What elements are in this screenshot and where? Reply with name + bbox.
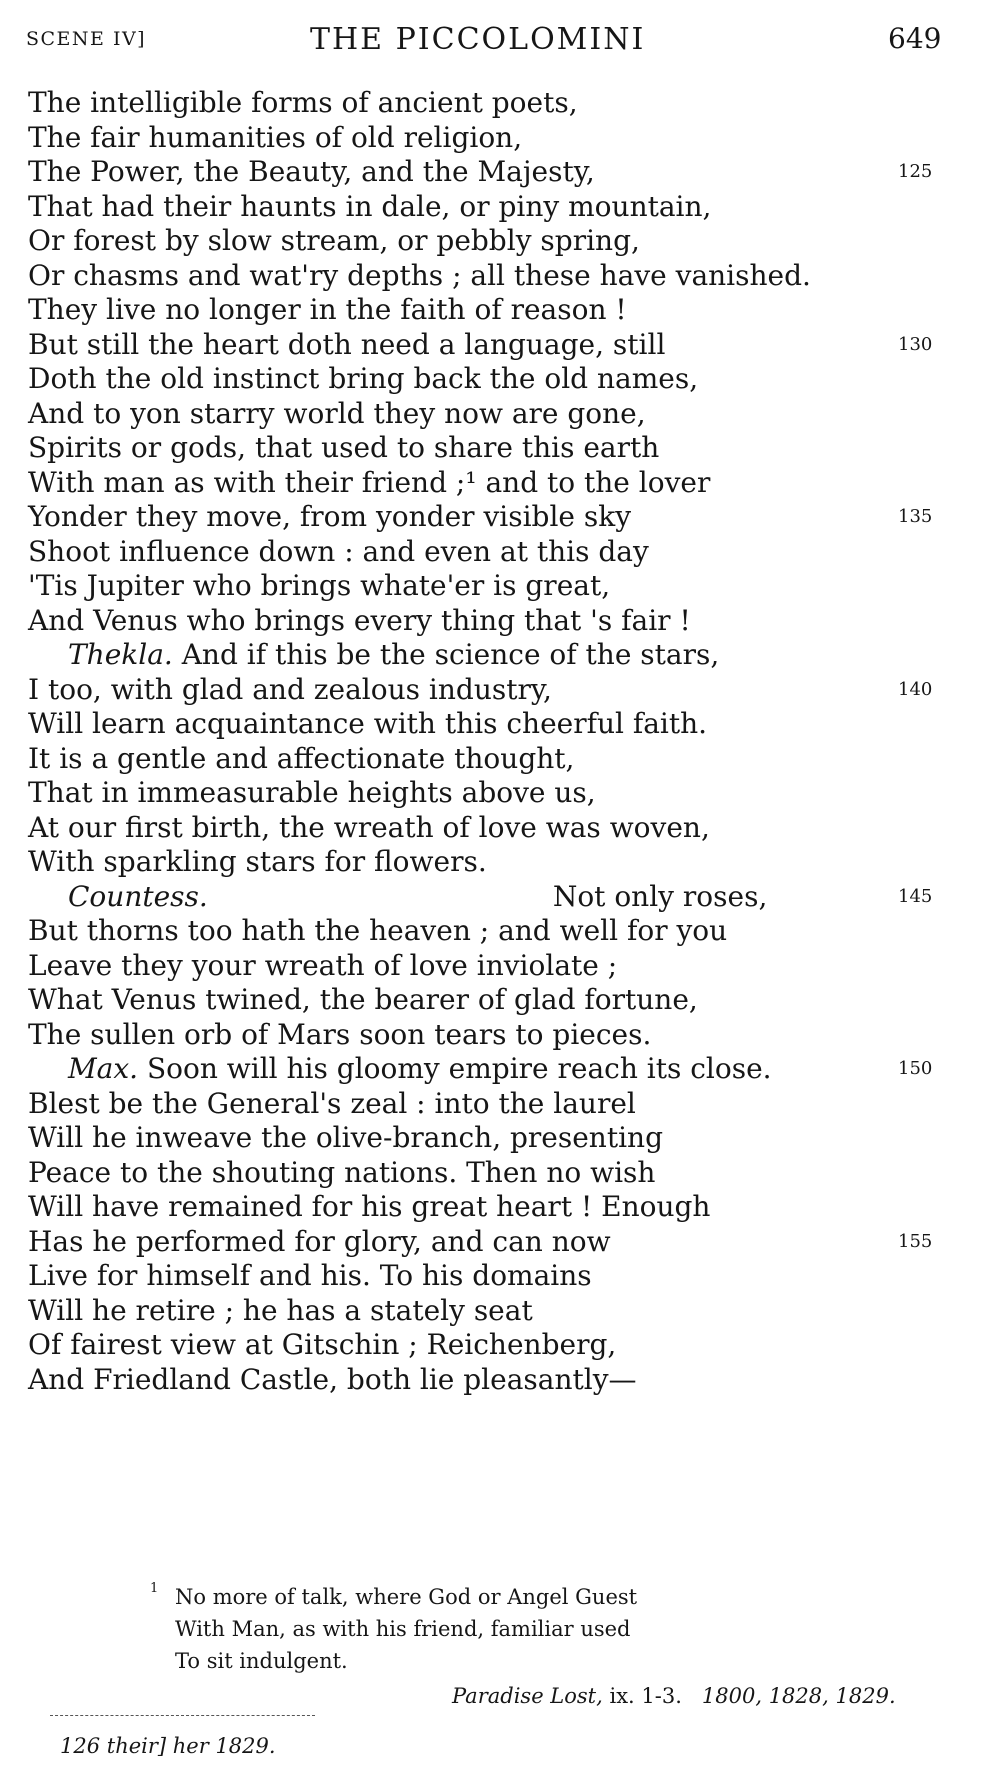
verse-line bbox=[28, 773, 596, 813]
line-number: 145 bbox=[898, 886, 933, 907]
variant-note: 126 their] her 1829. bbox=[60, 1734, 276, 1758]
speaker-name: Max. bbox=[68, 1052, 139, 1085]
verse-text: Will have remained for his great heart ! Enough bbox=[28, 1190, 711, 1223]
verse-text: That had their haunts in dale, or piny mountain, bbox=[28, 190, 712, 223]
verse-text: The Power, the Beauty, and the Majesty, bbox=[28, 155, 595, 188]
verse-line bbox=[28, 1187, 710, 1227]
verse-text: Will learn acquaintance with this cheerful faith. bbox=[28, 707, 708, 740]
verse-line bbox=[28, 497, 631, 537]
verse-line bbox=[28, 566, 610, 606]
verse-text: Or chasms and wat'ry depths ; all these have vanished. bbox=[28, 259, 811, 292]
speaker-name: Thekla. bbox=[68, 638, 173, 671]
line-number: 155 bbox=[898, 1231, 933, 1252]
verse-line bbox=[68, 1049, 772, 1089]
verse-text: They live no longer in the faith of reason ! bbox=[28, 293, 627, 326]
verse-text: Soon will his gloomy empire reach its close. bbox=[138, 1052, 772, 1085]
verse-text: Will he retire ; he has a stately seat bbox=[28, 1294, 533, 1327]
page-number: 649 bbox=[888, 22, 942, 55]
line-number: 150 bbox=[898, 1058, 933, 1079]
verse-line bbox=[28, 83, 578, 123]
line-number: 125 bbox=[898, 161, 933, 182]
verse-text: With sparkling stars for flowers. bbox=[28, 845, 487, 878]
verse-text: Peace to the shouting nations. Then no wish bbox=[28, 1156, 656, 1189]
verse-line bbox=[28, 1325, 616, 1365]
verse-line bbox=[28, 980, 698, 1020]
verse-text: And Friedland Castle, both lie pleasantly— bbox=[28, 1363, 637, 1396]
verse-text: Not only roses, bbox=[552, 880, 768, 913]
speaker-name: Countess. bbox=[68, 880, 208, 913]
verse-text: Yonder they move, from yonder visible sky bbox=[28, 500, 632, 533]
verse-line bbox=[68, 635, 719, 675]
verse-text: With man as with their friend ;¹ and to the lover bbox=[28, 466, 711, 499]
scene-label: SCENE IV] bbox=[26, 28, 147, 50]
verse-text: Leave they your wreath of love inviolate ; bbox=[28, 949, 618, 982]
verse-text: And if this be the science of the stars, bbox=[172, 638, 720, 671]
verse-line bbox=[28, 1256, 592, 1296]
verse-text: Shoot influence down : and even at this day bbox=[28, 535, 649, 568]
verse-line bbox=[28, 359, 698, 399]
verse-text: The intelligible forms of ancient poets, bbox=[28, 86, 578, 119]
verse-line bbox=[28, 842, 487, 882]
line-number: 140 bbox=[898, 679, 933, 700]
verse-line bbox=[28, 1118, 663, 1158]
verse-text: Live for himself and his. To his domains bbox=[28, 1259, 592, 1292]
verse-line bbox=[28, 428, 659, 468]
footnote-line: With Man, as with his friend, familiar used bbox=[175, 1617, 631, 1641]
verse-text: I too, with glad and zealous industry, bbox=[28, 673, 552, 706]
verse-text: Will he inweave the olive-branch, presenting bbox=[28, 1121, 664, 1154]
verse-text: Or forest by slow stream, or pebbly spring, bbox=[28, 224, 640, 257]
running-header bbox=[0, 18, 1000, 68]
verse-text: And Venus who brings every thing that 's fair ! bbox=[28, 604, 691, 637]
verse-text: Doth the old instinct bring back the old names, bbox=[28, 362, 699, 395]
footnote-line: No more of talk, where God or Angel Guest bbox=[175, 1585, 638, 1609]
footnote-marker: 1 bbox=[150, 1581, 159, 1596]
verse-line bbox=[28, 911, 727, 951]
verse-text: What Venus twined, the bearer of glad fortune, bbox=[28, 983, 698, 1016]
line-number: 135 bbox=[898, 506, 933, 527]
verse-text: Spirits or gods, that used to share this earth bbox=[28, 431, 660, 464]
verse-text: Of fairest view at Gitschin ; Reichenberg, bbox=[28, 1328, 617, 1361]
verse-text: That in immeasurable heights above us, bbox=[28, 776, 596, 809]
verse-text: Blest be the General's zeal : into the laurel bbox=[28, 1087, 636, 1120]
verse-text: But still the heart doth need a language, still bbox=[28, 328, 666, 361]
verse-line bbox=[28, 1360, 637, 1400]
verse-text: At our first birth, the wreath of love was woven, bbox=[28, 811, 710, 844]
verse-line bbox=[28, 152, 595, 192]
line-number: 130 bbox=[898, 334, 933, 355]
verse-line bbox=[28, 704, 707, 744]
footnote-rule bbox=[50, 1715, 315, 1716]
page-title: THE PICCOLOMINI bbox=[310, 22, 646, 57]
footnote-source bbox=[452, 1684, 896, 1708]
verse-line bbox=[28, 290, 627, 330]
verse-text: It is a gentle and affectionate thought, bbox=[28, 742, 575, 775]
verse-text: The sullen orb of Mars soon tears to pieces. bbox=[28, 1018, 652, 1051]
footnote-source-ref: ix. 1-3. bbox=[602, 1684, 682, 1708]
verse-text: 'Tis Jupiter who brings whate'er is great, bbox=[28, 569, 611, 602]
verse-line bbox=[28, 221, 640, 261]
verse-text: Has he performed for glory, and can now bbox=[28, 1225, 611, 1258]
verse-text: But thorns too hath the heaven ; and well for you bbox=[28, 914, 728, 947]
footnote-line: To sit indulgent. bbox=[175, 1649, 348, 1673]
footnote-source-title: Paradise Lost, bbox=[452, 1684, 603, 1708]
footnote-source-dates: 1800, 1828, 1829. bbox=[701, 1684, 896, 1708]
verse-text: The fair humanities of old religion, bbox=[28, 121, 523, 154]
verse-text: And to yon starry world they now are gone, bbox=[28, 397, 646, 430]
